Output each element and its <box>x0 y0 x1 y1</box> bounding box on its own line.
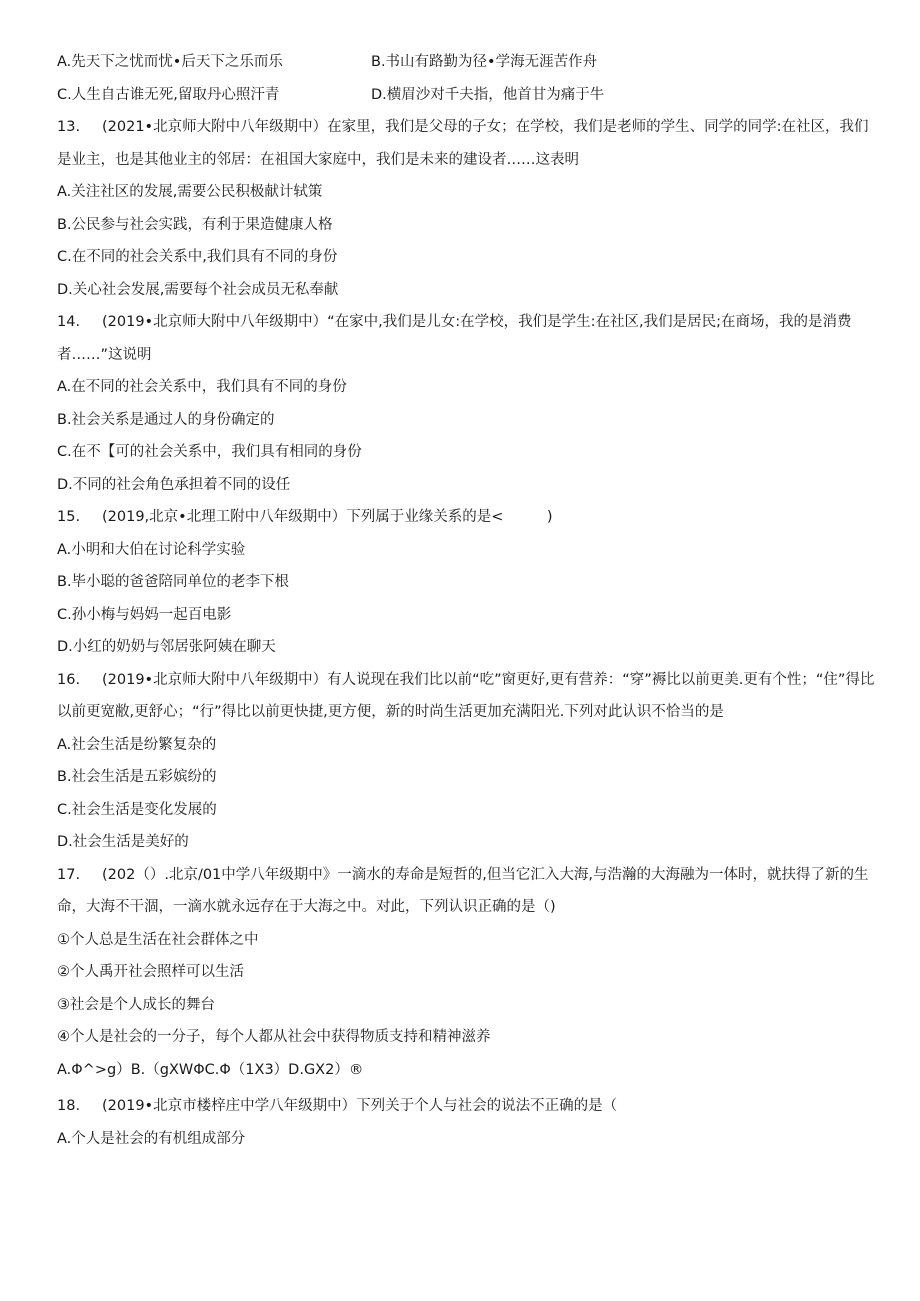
option-b: B.社会生活是五彩嫔纷的 <box>57 769 217 785</box>
q12-options-row-2 <box>57 79 877 112</box>
option-a: A.个人是社会的有机组成部分 <box>57 1130 246 1147</box>
question-number: 15. <box>57 509 81 525</box>
question-stem: 14. (2019•北京师大附中八年级期中）“在家中,我们是儿女:在学校，我们是学生:在社区,我们是居民;在商场，我的是消费者……”这说明 <box>57 306 877 371</box>
page-content <box>57 46 877 1155</box>
question-stem: 17. (202（）.北京/01中学八年级期中》一滴水的寿命是短哲的,但当它汇入大海,与浩瀚的大海融为一体时，就扶得了新的生命，大海不干涸，一滴水就永远存在于大海之中。对此，下列认识正确的是（) <box>57 859 877 924</box>
question-number: 16. <box>57 671 81 688</box>
option-b: B.毕小聪的爸爸陪同单位的老李下根 <box>57 574 290 590</box>
question-14 <box>57 306 877 501</box>
option-c: C.人生自古谁无死,留取丹心照汗青 <box>57 86 280 103</box>
option-c: C.社会生活是变化发展的 <box>57 801 217 818</box>
option-d: D.关心社会发展,需要每个社会成员无私奉献 <box>57 281 339 298</box>
statement-4: ④个人是社会的一分子，每个人都从社会中获得物质支持和精神滋养 <box>57 1029 491 1045</box>
question-stem: 15. (2019,北京•北理工附中八年级期中）下列属于业缘关系的是< ) <box>57 501 877 534</box>
statement-2: ②个人禹开社会照样可以生活 <box>57 964 244 980</box>
option-d: D.小红的奶奶与邻居张阿姨在聊天 <box>57 639 276 655</box>
option-c: C.孙小梅与妈妈一起百电影 <box>57 606 232 623</box>
option-d: D.横眉沙对千夫指，他首甘为痛于牛 <box>371 86 605 103</box>
statement-1: ①个人总是生活在社会群体之中 <box>57 931 259 948</box>
option-c: C.在不同的社会关系中,我们具有不同的身份 <box>57 249 338 265</box>
option-a: A.小明和大伯在讨论科学实验 <box>57 541 246 558</box>
question-number: 18. <box>57 1098 81 1114</box>
question-16 <box>57 664 877 859</box>
option-a: A.在不同的社会关系中，我们具有不同的身份 <box>57 379 347 395</box>
q12-options-row-1 <box>57 46 877 79</box>
question-number: 14. <box>57 314 81 330</box>
question-stem: 18. (2019•北京市楼梓庄中学八年级期中）下列关于个人与社会的说法不正确的是（ <box>57 1090 877 1123</box>
option-c: C.在不【可的社会关系中，我们具有相同的身份 <box>57 444 362 460</box>
question-stem: 13. (2021•北京师大附中八年级期中）在家里，我们是父母的子女；在学校，我们是老师的学生、同学的同学:在社区，我们是业主，也是其他业主的邻居：在祖国大家庭中，我们是未来的建设者……这表明 <box>57 111 877 176</box>
answer-options: A.Φ^>g）B.（gXWΦC.Φ（1X3）D.GX2）® <box>57 1061 364 1078</box>
question-17 <box>57 859 877 1087</box>
option-a: A.关注社区的发展,需要公民积极献计轼策 <box>57 184 323 200</box>
option-a: A.先天下之忧而忧•后天下之乐而乐 <box>57 54 283 70</box>
question-18 <box>57 1090 877 1155</box>
statement-3: ③社会是个人成长的舞台 <box>57 996 215 1013</box>
question-number: 13. <box>57 119 81 135</box>
option-d: D.不同的社会角色承担着不同的设任 <box>57 476 291 493</box>
question-13 <box>57 111 877 306</box>
question-number: 17. <box>57 866 81 883</box>
option-d: D.社会生活是美好的 <box>57 834 189 850</box>
option-b: B.书山有路勤为径•学海无涯苦作舟 <box>371 54 598 70</box>
option-b: B.社会关系是通过人的身份确定的 <box>57 411 275 428</box>
question-stem: 16. (2019•北京师大附中八年级期中）有人说现在我们比以前“吃”窗更好,更有营养：“穿”褥比以前更美.更有个性；“住”得比以前更宽敝,更舒心；“行”得比以前更快捷,更方便，新的时尚生活更加充满阳光.下列对此认识不恰当的是 <box>57 664 877 729</box>
option-b: B.公民参与社会实践，有利于果造健康人格 <box>57 216 333 233</box>
question-15 <box>57 501 877 664</box>
option-a: A.社会生活是纷繁复杂的 <box>57 736 217 753</box>
